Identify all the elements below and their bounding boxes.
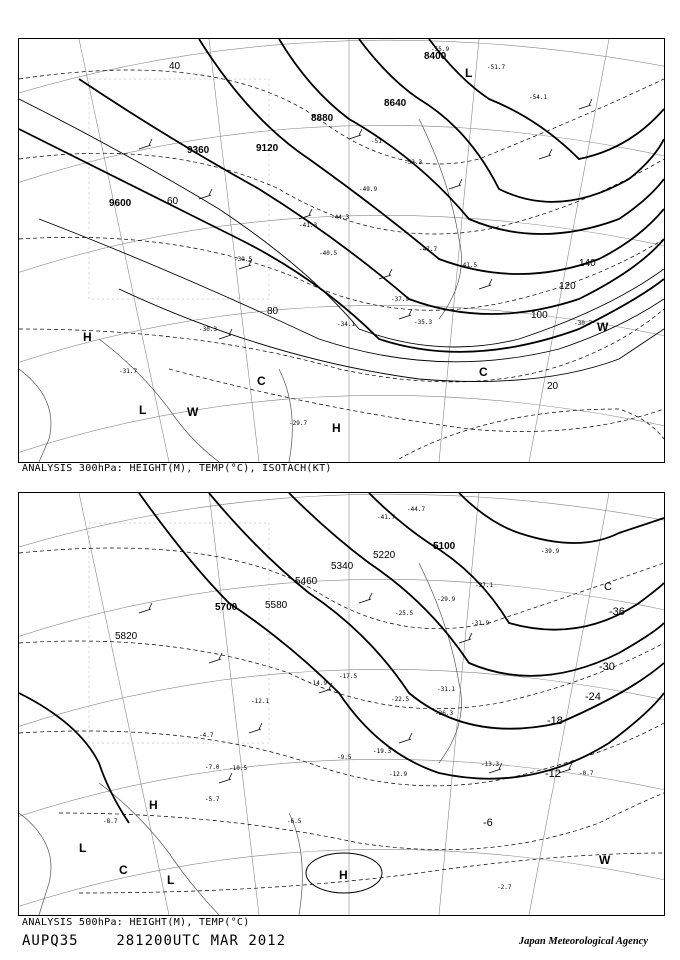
upper-isotachs bbox=[19, 99, 664, 382]
high-pressure-mark: H bbox=[332, 421, 341, 435]
temp-label: -0.7 bbox=[579, 770, 594, 777]
upper-height-contours bbox=[19, 39, 664, 352]
lower-pressure-marks bbox=[79, 798, 611, 887]
isotach-label: 80 bbox=[267, 306, 279, 317]
temp-label: -39.5 bbox=[234, 256, 253, 263]
temp-label: -37.1 bbox=[475, 582, 494, 589]
temp-label: -26.3 bbox=[435, 710, 454, 717]
height-label: 5700 bbox=[215, 602, 238, 613]
cold-mark: C bbox=[257, 374, 266, 388]
height-label: 8880 bbox=[311, 113, 334, 124]
upper-isotherms bbox=[19, 70, 664, 459]
temp-label: -44.7 bbox=[407, 506, 426, 513]
upper-wind-barbs bbox=[139, 99, 592, 339]
height-label: 5820 bbox=[115, 631, 138, 642]
upper-temperature-samples bbox=[119, 46, 592, 427]
lower-chart-caption: ANALYSIS 500hPa: HEIGHT(M), TEMP(°C) bbox=[22, 917, 250, 928]
temp-label: -12.1 bbox=[251, 698, 270, 705]
lower-isotherms bbox=[19, 548, 664, 893]
temp-label: -41.5 bbox=[459, 262, 478, 269]
temp-label: -51 bbox=[371, 138, 382, 145]
height-label: 5220 bbox=[373, 550, 396, 561]
upper-coastlines bbox=[19, 119, 462, 462]
temp-label: -40.5 bbox=[319, 250, 338, 257]
cold-mark: C bbox=[479, 365, 488, 379]
temp-label: -29.9 bbox=[437, 596, 456, 603]
low-pressure-mark: L bbox=[79, 841, 87, 855]
isotach-label: 40 bbox=[169, 61, 181, 72]
temp-label: -13.3 bbox=[481, 761, 500, 768]
temp-label: -14.9 bbox=[309, 680, 328, 687]
temp-label: -31.9 bbox=[471, 620, 490, 627]
temp-label: -17.5 bbox=[339, 673, 358, 680]
low-pressure-mark: L bbox=[465, 66, 473, 80]
upper-air-chart-500hpa bbox=[18, 492, 665, 916]
temp-label: -54.1 bbox=[529, 94, 548, 101]
chart-id: AUPQ35 bbox=[22, 933, 79, 949]
agency-name: Japan Meteorological Agency bbox=[518, 936, 648, 947]
warm-mark: W bbox=[187, 405, 199, 419]
height-label: 5100 bbox=[433, 541, 456, 552]
isotherm-label: -18 bbox=[547, 715, 563, 727]
temp-label: -10.5 bbox=[229, 765, 248, 772]
warm-mark: W bbox=[599, 853, 611, 867]
isotach-label: 60 bbox=[167, 196, 179, 207]
upper-air-chart-300hpa bbox=[18, 38, 665, 463]
height-label: 5580 bbox=[265, 600, 288, 611]
lower-graticule bbox=[19, 493, 664, 915]
high-pressure-mark: H bbox=[149, 798, 158, 812]
valid-time: 281200UTC MAR 2012 bbox=[116, 933, 287, 949]
upper-pressure-marks bbox=[83, 66, 609, 435]
temp-label: -34.1 bbox=[337, 321, 356, 328]
temp-label: -49.9 bbox=[359, 186, 378, 193]
high-pressure-mark: H bbox=[83, 330, 92, 344]
isotach-label: 100 bbox=[531, 310, 548, 321]
temp-label: -35.3 bbox=[414, 319, 433, 326]
temp-label: -31.1 bbox=[437, 686, 456, 693]
temp-label: -30.3 bbox=[199, 326, 218, 333]
temp-label: -30.7 bbox=[574, 320, 593, 327]
temp-label: -22.5 bbox=[391, 696, 410, 703]
temp-label: -51.7 bbox=[487, 64, 506, 71]
temp-label: -2.7 bbox=[497, 884, 512, 891]
temp-label: -12.9 bbox=[389, 771, 408, 778]
temp-label: -31.7 bbox=[119, 368, 138, 375]
temp-label: -55.9 bbox=[431, 46, 450, 53]
temp-label: -44.3 bbox=[331, 214, 350, 221]
lower-chart-canvas bbox=[19, 493, 664, 915]
temp-label: -37.9 bbox=[391, 296, 410, 303]
temp-label: -8.7 bbox=[103, 818, 118, 825]
isotherm-label: -6 bbox=[483, 817, 493, 829]
temp-label: -41.3 bbox=[299, 222, 318, 229]
temp-label: -52.3 bbox=[404, 159, 423, 166]
upper-land-hatch bbox=[89, 79, 269, 299]
isotach-label: 20 bbox=[547, 381, 559, 392]
low-pressure-mark: L bbox=[167, 873, 175, 887]
isotach-label: 140 bbox=[579, 258, 596, 269]
isotherm-label: -30 bbox=[599, 661, 615, 673]
cold-mark: C bbox=[604, 581, 612, 593]
temp-label: -7.0 bbox=[205, 764, 220, 771]
temp-label: -41.7 bbox=[377, 514, 396, 521]
height-label: 5460 bbox=[295, 576, 318, 587]
height-label: 8400 bbox=[424, 51, 447, 62]
temp-label: -25.5 bbox=[395, 610, 414, 617]
isotach-label: 120 bbox=[559, 281, 576, 292]
height-label: 8640 bbox=[384, 98, 407, 109]
temp-label: -4.7 bbox=[199, 732, 214, 739]
height-label: 9120 bbox=[256, 143, 279, 154]
isotherm-label: -12 bbox=[545, 768, 561, 780]
lower-height-contours bbox=[19, 493, 664, 823]
isotherm-label: -36 bbox=[609, 606, 625, 618]
high-pressure-mark: H bbox=[339, 868, 348, 882]
height-label: 9600 bbox=[109, 198, 132, 209]
temp-label: -9.5 bbox=[337, 754, 352, 761]
temp-label: -39.9 bbox=[541, 548, 560, 555]
temp-label: -29.7 bbox=[289, 420, 308, 427]
temp-label: -47.7 bbox=[419, 246, 438, 253]
height-label: 5340 bbox=[331, 561, 354, 572]
upper-chart-caption: ANALYSIS 300hPa: HEIGHT(M), TEMP(°C), ISOTACH(KT) bbox=[22, 463, 332, 474]
low-pressure-mark: L bbox=[139, 403, 147, 417]
temp-label: -5.7 bbox=[205, 796, 220, 803]
cold-mark: C bbox=[119, 863, 128, 877]
warm-mark: W bbox=[597, 320, 609, 334]
height-label: 9360 bbox=[187, 145, 210, 156]
temp-label: -6.5 bbox=[287, 818, 302, 825]
upper-chart-canvas bbox=[19, 39, 664, 462]
lower-height-labels bbox=[115, 541, 456, 642]
chart-identifier bbox=[22, 933, 286, 949]
isotherm-label: -24 bbox=[585, 691, 601, 703]
temp-label: -19.3 bbox=[373, 748, 392, 755]
